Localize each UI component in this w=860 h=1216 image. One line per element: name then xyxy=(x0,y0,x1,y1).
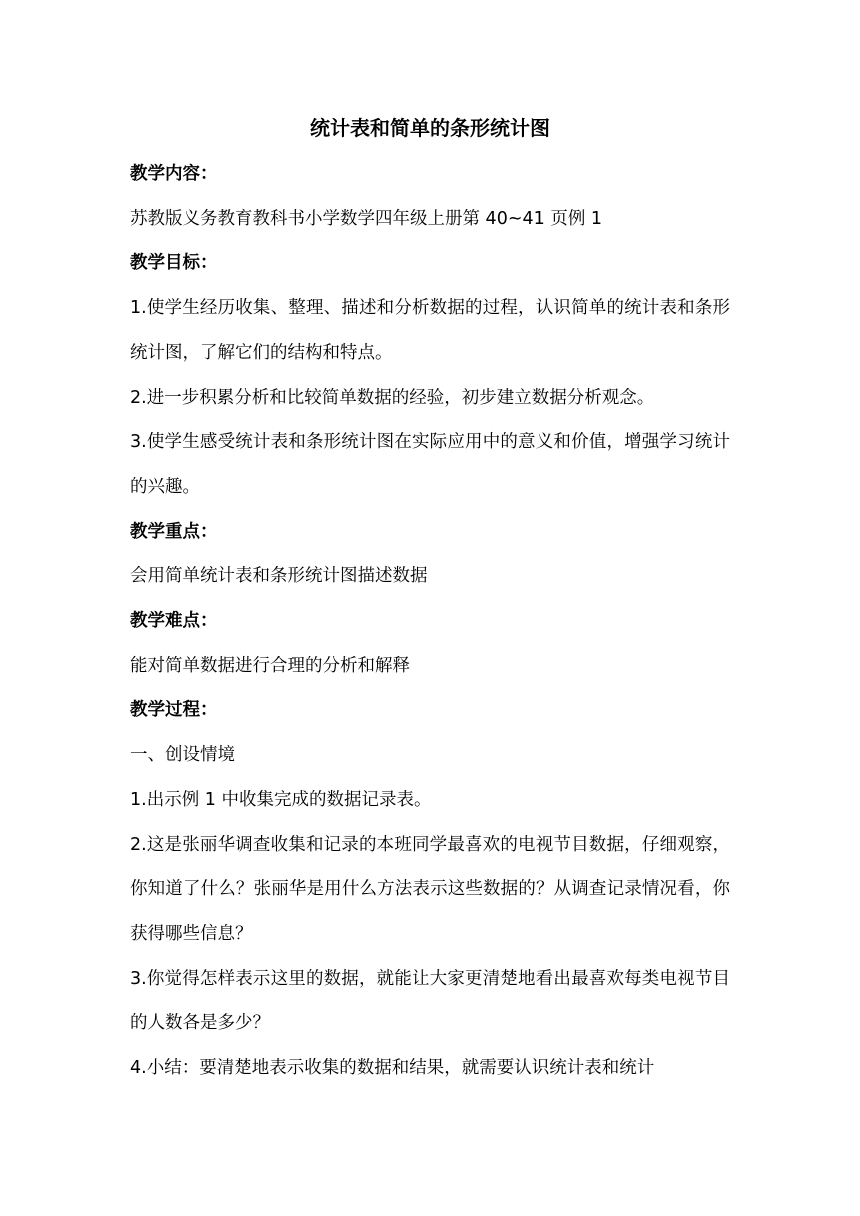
teaching-difficulty-text: 能对简单数据进行合理的分析和解释 xyxy=(130,655,410,676)
teaching-key-point-text: 会用简单统计表和条形统计图描述数据 xyxy=(130,566,428,587)
process-step-1: 1.出示例 1 中收集完成的数据记录表。 xyxy=(130,789,432,810)
process-step-2: 2.这是张丽华调查收集和记录的本班同学最喜欢的电视节目数据，仔细观察，你知道了什么？张丽华是用什么方法表示这些数据的？从调查记录情况看，你获得哪些信息？ xyxy=(130,834,730,944)
document-body xyxy=(130,108,730,1091)
process-step-4: 4.小结：要清楚地表示收集的数据和结果，就需要认识统计表和统计 xyxy=(130,1058,655,1079)
teaching-content-text: 苏教版义务教育教科书小学数学四年级上册第 40~41 页例 1 xyxy=(130,208,603,229)
teaching-difficulty-heading: 教学难点： xyxy=(130,611,218,632)
teaching-process-heading: 教学过程： xyxy=(130,700,218,721)
teaching-key-point-heading: 教学重点： xyxy=(130,521,218,542)
teaching-goals-heading: 教学目标： xyxy=(130,253,218,274)
teaching-goal-1: 1.使学生经历收集、整理、描述和分析数据的过程，认识简单的统计表和条形统计图，了解它们的结构和特点。 xyxy=(130,298,730,363)
teaching-content-heading: 教学内容： xyxy=(130,164,218,184)
section-1-title: 一、创设情境 xyxy=(130,745,235,766)
teaching-goal-3: 3.使学生感受统计表和条形统计图在实际应用中的意义和价值，增强学习统计的兴趣。 xyxy=(130,432,730,497)
teaching-goal-2: 2.进一步积累分析和比较简单数据的经验，初步建立数据分析观念。 xyxy=(130,387,655,408)
process-step-3: 3.你觉得怎样表示这里的数据，就能让大家更清楚地看出最喜欢每类电视节目的人数各是多少？ xyxy=(130,968,730,1034)
document-title: 统计表和简单的条形统计图 xyxy=(310,116,550,140)
